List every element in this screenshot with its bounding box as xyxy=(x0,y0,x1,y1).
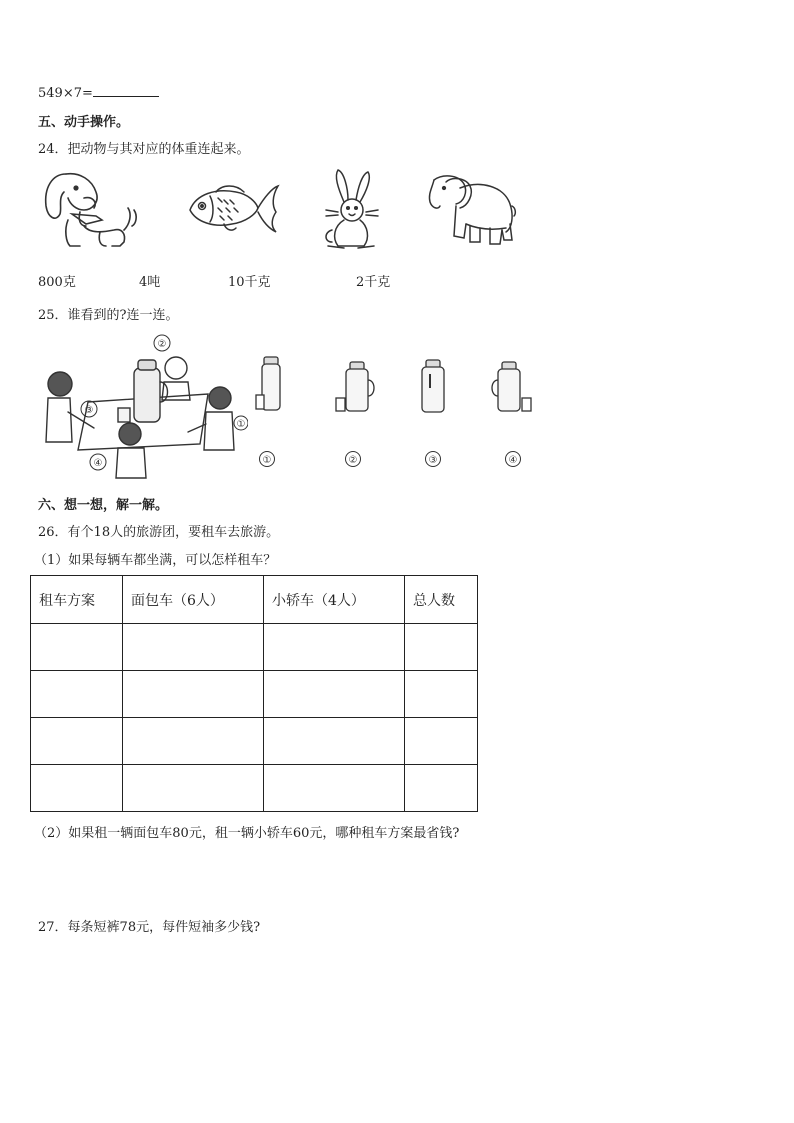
q23-expression: 549×7= xyxy=(38,86,93,101)
svg-text:②: ② xyxy=(348,455,358,466)
table-cell[interactable] xyxy=(264,624,405,671)
q25-text: 25．谁看到的?连一连。 xyxy=(38,308,179,323)
section5-title: 五、动手操作。 xyxy=(38,115,130,130)
q27-text: 27．每条短裤78元，每件短袖多少钱? xyxy=(38,920,261,935)
view-1-thermos-icon xyxy=(250,355,290,415)
table-cell[interactable] xyxy=(123,765,264,812)
table-cell[interactable] xyxy=(405,718,478,765)
table-cell[interactable] xyxy=(123,718,264,765)
weight-option[interactable]: 10千克 xyxy=(228,275,271,290)
table-cell[interactable] xyxy=(405,671,478,718)
scene-mark: ③ xyxy=(84,405,94,416)
table-header-row xyxy=(31,576,478,624)
table-cell[interactable] xyxy=(405,765,478,812)
table-cell[interactable] xyxy=(405,624,478,671)
table-cell[interactable] xyxy=(264,671,405,718)
dog-icon xyxy=(40,168,140,254)
answer-blank[interactable] xyxy=(93,84,159,97)
table-header-cell: 面包车（6人） xyxy=(123,576,264,624)
view-4-thermos-icon xyxy=(490,360,536,416)
rabbit-icon xyxy=(318,168,390,254)
q26-part1: （1）如果每辆车都坐满，可以怎样租车？ xyxy=(34,553,277,568)
view-3-thermos-icon xyxy=(416,358,450,416)
weight-option[interactable]: 800克 xyxy=(38,275,76,290)
view-label xyxy=(258,450,276,468)
table-scene-picture xyxy=(38,332,248,482)
elephant-icon xyxy=(424,172,518,250)
table-cell[interactable] xyxy=(31,671,123,718)
table-row xyxy=(31,671,478,718)
svg-text:①: ① xyxy=(262,455,272,466)
view-2-thermos-icon xyxy=(330,360,376,416)
q24-text: 24．把动物与其对应的体重连起来。 xyxy=(38,142,250,157)
fish-icon xyxy=(186,182,280,234)
scene-mark: ① xyxy=(236,419,246,430)
table-cell[interactable] xyxy=(123,671,264,718)
table-header-cell: 租车方案 xyxy=(31,576,123,624)
q23-tail xyxy=(38,84,159,101)
view-label xyxy=(424,450,442,468)
svg-text:③: ③ xyxy=(428,455,438,466)
table-header-cell: 小轿车（4人） xyxy=(264,576,405,624)
view-label xyxy=(504,450,522,468)
view-label xyxy=(344,450,362,468)
table-row xyxy=(31,624,478,671)
table-cell[interactable] xyxy=(31,765,123,812)
table-cell[interactable] xyxy=(264,718,405,765)
scene-mark: ② xyxy=(157,339,167,350)
table-cell[interactable] xyxy=(264,765,405,812)
table-cell[interactable] xyxy=(31,624,123,671)
section6-title: 六、想一想，解一解。 xyxy=(38,498,169,513)
svg-text:④: ④ xyxy=(508,455,518,466)
table-header-cell: 总人数 xyxy=(405,576,478,624)
q26-text: 26．有个18人的旅游团，要租车去旅游。 xyxy=(38,525,280,540)
weight-option[interactable]: 4吨 xyxy=(139,275,161,290)
scene-mark: ④ xyxy=(93,458,103,469)
rental-plan-table xyxy=(30,575,478,812)
table-cell[interactable] xyxy=(31,718,123,765)
q26-part2: （2）如果租一辆面包车80元，租一辆小轿车60元，哪种租车方案最省钱? xyxy=(34,826,460,841)
weight-option[interactable]: 2千克 xyxy=(356,275,391,290)
table-cell[interactable] xyxy=(123,624,264,671)
table-row xyxy=(31,718,478,765)
table-row xyxy=(31,765,478,812)
